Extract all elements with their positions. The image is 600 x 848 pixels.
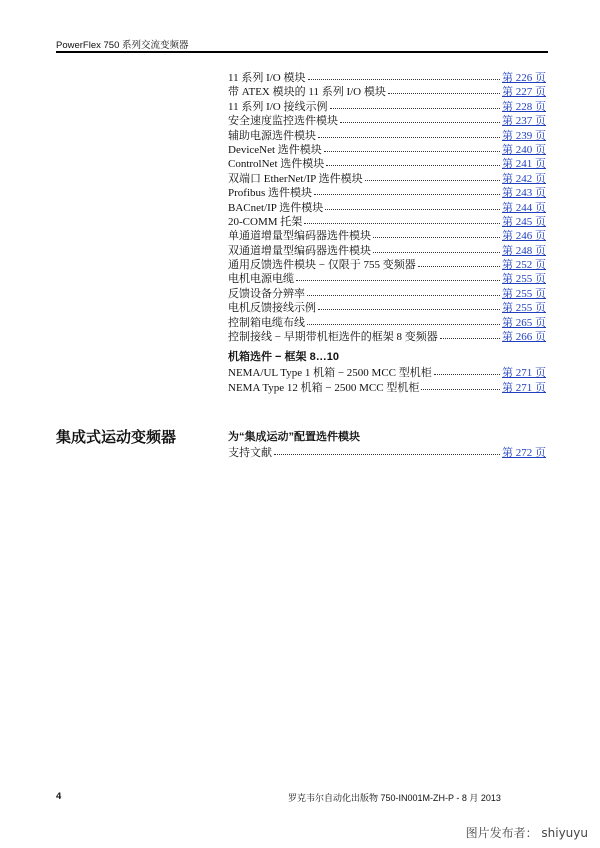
toc-entry-title: 单通道增量型编码器选件模块 — [228, 230, 371, 243]
page-link[interactable]: 第 241 页 — [502, 158, 546, 171]
page-link[interactable]: 第 243 页 — [502, 187, 546, 200]
dot-leader — [326, 165, 500, 166]
toc-entry[interactable] — [228, 85, 546, 99]
page-link[interactable]: 第 272 页 — [502, 447, 546, 459]
toc-entry-title: 双端口 EtherNet/IP 选件模块 — [228, 172, 363, 185]
page-link[interactable]: 第 240 页 — [502, 143, 546, 156]
page-link[interactable]: 第 271 页 — [502, 381, 546, 394]
toc-entry[interactable] — [228, 272, 546, 286]
toc-entry[interactable] — [228, 244, 546, 258]
toc-entry-title: ControlNet 选件模块 — [228, 158, 325, 171]
toc-entry-title: 反馈设备分辨率 — [228, 287, 305, 300]
toc-entry-title: 11 系列 I/O 接线示例 — [228, 100, 328, 113]
dot-leader — [304, 223, 500, 224]
toc-entry-title: 电机反馈接线示例 — [228, 302, 316, 315]
dot-leader — [308, 79, 500, 80]
toc-entry[interactable] — [228, 129, 546, 143]
page-link[interactable]: 第 255 页 — [502, 273, 546, 286]
dot-leader — [307, 295, 500, 296]
toc-entry-title: NEMA/UL Type 1 机箱 − 2500 MCC 型机柜 — [228, 367, 432, 380]
toc-entry-title: 通用反馈选件模块 − 仅限于 755 变频器 — [228, 259, 416, 272]
toc-entry[interactable] — [228, 316, 546, 330]
toc-entry[interactable] — [228, 381, 546, 395]
dot-leader — [274, 454, 500, 455]
dot-leader — [421, 389, 500, 390]
page-link[interactable]: 第 255 页 — [502, 287, 546, 300]
page-link[interactable]: 第 255 页 — [502, 302, 546, 315]
page-link[interactable]: 第 248 页 — [502, 244, 546, 257]
toc-integrated — [228, 430, 546, 460]
dot-leader — [388, 93, 500, 94]
page-link[interactable]: 第 246 页 — [502, 230, 546, 243]
page-link[interactable]: 第 244 页 — [502, 201, 546, 214]
page-number: 4 — [56, 791, 62, 802]
toc-cabinet-entries — [228, 366, 546, 395]
toc-entry-title: 控制箱电缆布线 — [228, 316, 305, 329]
toc-integrated-entries — [228, 446, 546, 460]
page-link[interactable]: 第 227 页 — [502, 86, 546, 99]
toc-entry-title: DeviceNet 选件模块 — [228, 143, 322, 156]
toc-entry-title: 11 系列 I/O 模块 — [228, 72, 306, 84]
toc-entry[interactable] — [228, 186, 546, 200]
toc-entry[interactable] — [228, 287, 546, 301]
toc-entry[interactable] — [228, 229, 546, 243]
toc-main-entries — [228, 71, 546, 344]
dot-leader — [324, 151, 500, 152]
page-link[interactable]: 第 237 页 — [502, 115, 546, 128]
dot-leader — [373, 237, 500, 238]
dot-leader — [418, 266, 500, 267]
page-link[interactable]: 第 252 页 — [502, 259, 546, 272]
dot-leader — [307, 324, 500, 325]
toc-entry[interactable] — [228, 258, 546, 272]
dot-leader — [318, 309, 500, 310]
toc-entry[interactable] — [228, 114, 546, 128]
dot-leader — [314, 194, 500, 195]
dot-leader — [434, 374, 500, 375]
dot-leader — [340, 122, 500, 123]
toc-entry[interactable] — [228, 143, 546, 157]
section-title-integrated-motion: 集成式运动变频器 — [56, 429, 177, 446]
toc-entry-title: Profibus 选件模块 — [228, 187, 313, 200]
toc-entry-title: 双通道增量型编码器选件模块 — [228, 244, 371, 257]
page-link[interactable]: 第 228 页 — [502, 100, 546, 113]
toc-entry[interactable] — [228, 215, 546, 229]
toc-entry-title: 电机电源电缆 — [228, 273, 294, 286]
dot-leader — [318, 137, 500, 138]
page-link[interactable]: 第 239 页 — [502, 129, 546, 142]
toc-entry[interactable] — [228, 446, 546, 460]
running-header: PowerFlex 750 系列交流变频器 — [56, 40, 189, 51]
integrated-motion-heading: 为“集成运动”配置选件模块 — [228, 431, 360, 443]
toc-entry[interactable] — [228, 201, 546, 215]
page-link[interactable]: 第 265 页 — [502, 316, 546, 329]
toc-entry[interactable] — [228, 71, 546, 85]
page-link[interactable]: 第 245 页 — [502, 215, 546, 228]
cabinet-options-heading: 机箱选件 − 框架 8…10 — [228, 351, 339, 364]
dot-leader — [373, 252, 500, 253]
dot-leader — [296, 280, 500, 281]
toc-entry-title: 支持文献 — [228, 447, 272, 459]
toc-list — [228, 71, 546, 395]
toc-entry[interactable] — [228, 330, 546, 344]
page-link[interactable]: 第 242 页 — [502, 172, 546, 185]
page-link[interactable]: 第 266 页 — [502, 331, 546, 344]
page-link[interactable]: 第 226 页 — [502, 72, 546, 84]
publication-info: 罗克韦尔自动化出版物 750-IN001M-ZH-P - 8 月 2013 — [288, 793, 501, 803]
header-rule — [56, 51, 548, 53]
toc-entry-title: 安全速度监控选件模块 — [228, 115, 338, 128]
toc-entry[interactable] — [228, 172, 546, 186]
toc-entry-title: 带 ATEX 模块的 11 系列 I/O 模块 — [228, 86, 386, 99]
toc-entry[interactable] — [228, 301, 546, 315]
dot-leader — [440, 338, 500, 339]
toc-entry[interactable] — [228, 366, 546, 380]
toc-entry-title: BACnet/IP 选件模块 — [228, 201, 324, 214]
dot-leader — [325, 209, 500, 210]
toc-entry-title: 辅助电源选件模块 — [228, 129, 316, 142]
dot-leader — [330, 108, 500, 109]
toc-entry-title: 20-COMM 托架 — [228, 215, 303, 228]
toc-entry[interactable] — [228, 157, 546, 171]
watermark: 图片发布者： shiyuyu — [465, 826, 588, 840]
toc-entry-title: 控制接线 − 早期带机柜选件的框架 8 变频器 — [228, 331, 438, 344]
dot-leader — [365, 180, 500, 181]
toc-entry[interactable] — [228, 100, 546, 114]
page-link[interactable]: 第 271 页 — [502, 367, 546, 380]
toc-entry-title: NEMA Type 12 机箱 − 2500 MCC 型机柜 — [228, 381, 420, 394]
